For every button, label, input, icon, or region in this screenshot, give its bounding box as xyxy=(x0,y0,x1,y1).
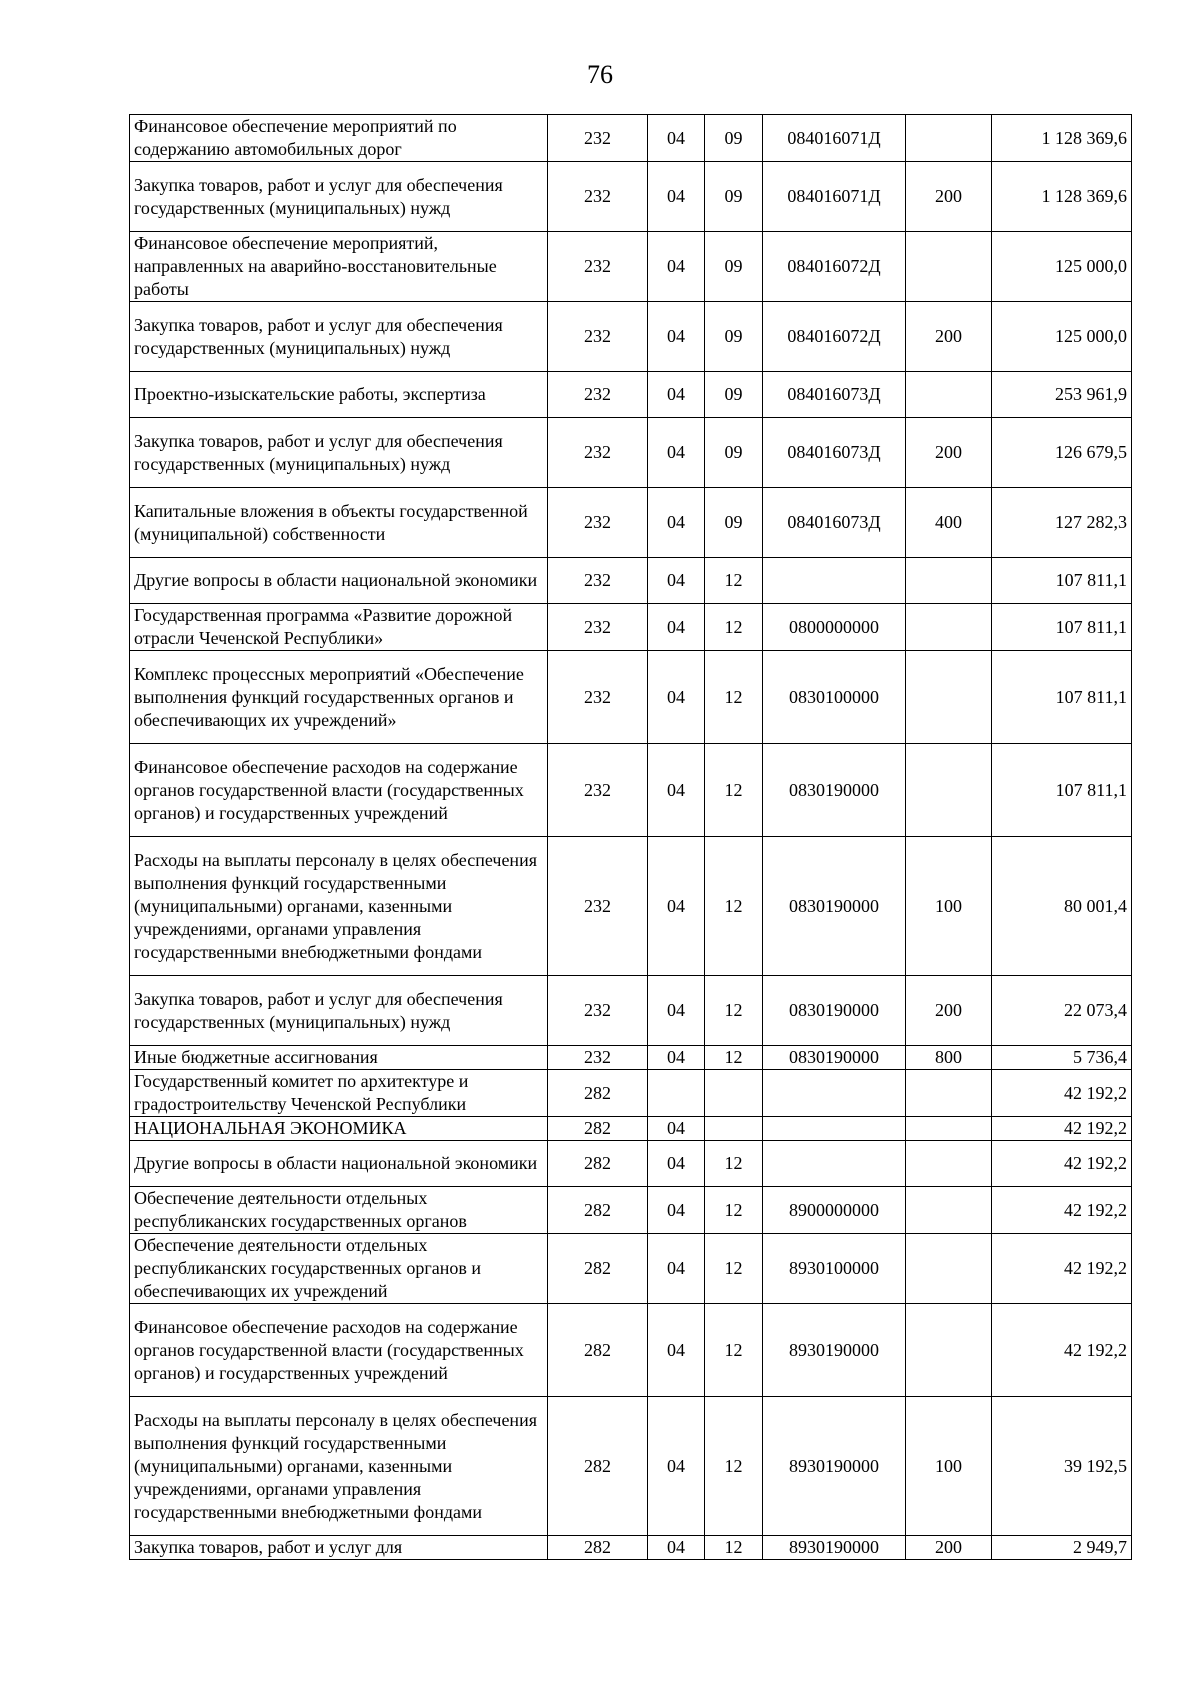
table-row xyxy=(130,1397,1132,1536)
table-row xyxy=(130,115,1132,162)
row-ved-code: 232 xyxy=(548,744,648,837)
row-section-code: 04 xyxy=(648,162,705,232)
row-expense-type-code: 100 xyxy=(906,837,992,976)
row-amount: 127 282,3 xyxy=(992,488,1132,558)
table-row xyxy=(130,744,1132,837)
row-section-code: 04 xyxy=(648,372,705,418)
row-name: Иные бюджетные ассигнования xyxy=(130,1046,548,1070)
row-section-code: 04 xyxy=(648,1187,705,1234)
row-section-code: 04 xyxy=(648,232,705,302)
row-amount: 42 192,2 xyxy=(992,1141,1132,1187)
row-ved-code: 232 xyxy=(548,372,648,418)
row-target-item-code: 084016073Д xyxy=(763,372,906,418)
table-row xyxy=(130,1117,1132,1141)
table-row xyxy=(130,488,1132,558)
row-expense-type-code: 200 xyxy=(906,976,992,1046)
table-row xyxy=(130,1141,1132,1187)
table-row xyxy=(130,418,1132,488)
row-amount: 1 128 369,6 xyxy=(992,115,1132,162)
row-subsection-code: 12 xyxy=(705,558,763,604)
row-subsection-code: 09 xyxy=(705,302,763,372)
row-target-item-code: 0800000000 xyxy=(763,604,906,651)
row-section-code: 04 xyxy=(648,115,705,162)
row-amount: 42 192,2 xyxy=(992,1117,1132,1141)
row-target-item-code xyxy=(763,558,906,604)
row-expense-type-code: 800 xyxy=(906,1046,992,1070)
row-section-code: 04 xyxy=(648,1536,705,1560)
row-ved-code: 232 xyxy=(548,604,648,651)
table-row xyxy=(130,162,1132,232)
row-ved-code: 282 xyxy=(548,1117,648,1141)
row-name: Закупка товаров, работ и услуг для обеспечения государственных (муниципальных) нужд xyxy=(130,976,548,1046)
row-section-code: 04 xyxy=(648,1046,705,1070)
row-name: Государственный комитет по архитектуре и градостроительству Чеченской Республики xyxy=(130,1070,548,1117)
row-section-code: 04 xyxy=(648,1117,705,1141)
row-ved-code: 232 xyxy=(548,651,648,744)
table-row xyxy=(130,1536,1132,1560)
row-amount: 42 192,2 xyxy=(992,1234,1132,1304)
row-amount: 42 192,2 xyxy=(992,1070,1132,1117)
row-name: Другие вопросы в области национальной экономики xyxy=(130,558,548,604)
row-section-code: 04 xyxy=(648,604,705,651)
row-name: Расходы на выплаты персоналу в целях обеспечения выполнения функций государственными (муниципальными) органами, казенными учреждениями, органами управления государственными внебюджетными фондами xyxy=(130,837,548,976)
row-amount: 126 679,5 xyxy=(992,418,1132,488)
row-subsection-code: 12 xyxy=(705,651,763,744)
row-ved-code: 232 xyxy=(548,232,648,302)
row-target-item-code: 084016071Д xyxy=(763,115,906,162)
row-section-code: 04 xyxy=(648,744,705,837)
row-section-code: 04 xyxy=(648,1234,705,1304)
row-name: Закупка товаров, работ и услуг для xyxy=(130,1536,548,1560)
row-section-code: 04 xyxy=(648,837,705,976)
table-row xyxy=(130,651,1132,744)
row-amount: 42 192,2 xyxy=(992,1304,1132,1397)
row-amount: 107 811,1 xyxy=(992,744,1132,837)
row-section-code: 04 xyxy=(648,651,705,744)
row-subsection-code: 09 xyxy=(705,488,763,558)
row-amount: 1 128 369,6 xyxy=(992,162,1132,232)
row-expense-type-code: 200 xyxy=(906,162,992,232)
row-target-item-code: 0830190000 xyxy=(763,744,906,837)
row-name: Капитальные вложения в объекты государственной (муниципальной) собственности xyxy=(130,488,548,558)
row-target-item-code: 084016072Д xyxy=(763,232,906,302)
row-name: Проектно-изыскательские работы, экспертиза xyxy=(130,372,548,418)
row-expense-type-code: 200 xyxy=(906,1536,992,1560)
table-body xyxy=(130,115,1132,1560)
row-subsection-code: 12 xyxy=(705,976,763,1046)
table-row xyxy=(130,232,1132,302)
row-expense-type-code xyxy=(906,1141,992,1187)
table-row xyxy=(130,1234,1132,1304)
row-ved-code: 282 xyxy=(548,1141,648,1187)
row-subsection-code: 12 xyxy=(705,1304,763,1397)
row-amount: 22 073,4 xyxy=(992,976,1132,1046)
row-ved-code: 232 xyxy=(548,558,648,604)
row-section-code: 04 xyxy=(648,418,705,488)
row-target-item-code: 0830100000 xyxy=(763,651,906,744)
row-subsection-code: 09 xyxy=(705,115,763,162)
row-name: Обеспечение деятельности отдельных республиканских государственных органов и обеспечивающих их учреждений xyxy=(130,1234,548,1304)
row-section-code: 04 xyxy=(648,1141,705,1187)
row-target-item-code: 0830190000 xyxy=(763,837,906,976)
row-subsection-code: 09 xyxy=(705,418,763,488)
row-expense-type-code: 400 xyxy=(906,488,992,558)
row-target-item-code: 084016072Д xyxy=(763,302,906,372)
row-target-item-code: 084016073Д xyxy=(763,488,906,558)
row-amount: 107 811,1 xyxy=(992,604,1132,651)
page-number: 76 xyxy=(587,60,613,89)
row-subsection-code: 12 xyxy=(705,1187,763,1234)
row-expense-type-code xyxy=(906,372,992,418)
table-row xyxy=(130,372,1132,418)
row-target-item-code: 8930190000 xyxy=(763,1304,906,1397)
row-expense-type-code xyxy=(906,744,992,837)
row-ved-code: 282 xyxy=(548,1070,648,1117)
table-row xyxy=(130,1070,1132,1117)
table-row xyxy=(130,837,1132,976)
row-target-item-code: 8930190000 xyxy=(763,1397,906,1536)
table-row xyxy=(130,1046,1132,1070)
row-expense-type-code xyxy=(906,651,992,744)
row-ved-code: 232 xyxy=(548,837,648,976)
row-expense-type-code xyxy=(906,558,992,604)
row-subsection-code: 12 xyxy=(705,1046,763,1070)
row-section-code: 04 xyxy=(648,488,705,558)
row-ved-code: 232 xyxy=(548,115,648,162)
row-subsection-code: 12 xyxy=(705,744,763,837)
row-expense-type-code xyxy=(906,1187,992,1234)
row-expense-type-code xyxy=(906,1304,992,1397)
row-amount: 2 949,7 xyxy=(992,1536,1132,1560)
row-ved-code: 282 xyxy=(548,1234,648,1304)
row-target-item-code: 0830190000 xyxy=(763,976,906,1046)
row-amount: 125 000,0 xyxy=(992,302,1132,372)
row-expense-type-code xyxy=(906,1070,992,1117)
row-subsection-code: 12 xyxy=(705,1536,763,1560)
row-expense-type-code xyxy=(906,115,992,162)
budget-table xyxy=(129,114,1132,1560)
table-row xyxy=(130,604,1132,651)
row-ved-code: 232 xyxy=(548,162,648,232)
row-subsection-code: 09 xyxy=(705,162,763,232)
row-name: Закупка товаров, работ и услуг для обеспечения государственных (муниципальных) нужд xyxy=(130,162,548,232)
row-amount: 42 192,2 xyxy=(992,1187,1132,1234)
row-section-code: 04 xyxy=(648,1397,705,1536)
row-name: Финансовое обеспечение расходов на содержание органов государственной власти (государственных органов) и государственных учреждений xyxy=(130,1304,548,1397)
row-ved-code: 232 xyxy=(548,1046,648,1070)
table-row xyxy=(130,1304,1132,1397)
row-amount: 39 192,5 xyxy=(992,1397,1132,1536)
row-ved-code: 232 xyxy=(548,418,648,488)
row-subsection-code xyxy=(705,1117,763,1141)
row-amount: 5 736,4 xyxy=(992,1046,1132,1070)
row-target-item-code xyxy=(763,1070,906,1117)
row-name: НАЦИОНАЛЬНАЯ ЭКОНОМИКА xyxy=(130,1117,548,1141)
row-expense-type-code: 100 xyxy=(906,1397,992,1536)
row-subsection-code: 12 xyxy=(705,1141,763,1187)
row-name: Комплекс процессных мероприятий «Обеспечение выполнения функций государственных органов и обеспечивающих их учреждений» xyxy=(130,651,548,744)
row-amount: 253 961,9 xyxy=(992,372,1132,418)
row-name: Расходы на выплаты персоналу в целях обеспечения выполнения функций государственными (муниципальными) органами, казенными учреждениями, органами управления государственными внебюджетными фондами xyxy=(130,1397,548,1536)
row-expense-type-code: 200 xyxy=(906,302,992,372)
row-subsection-code: 12 xyxy=(705,837,763,976)
row-subsection-code: 09 xyxy=(705,232,763,302)
row-target-item-code: 8900000000 xyxy=(763,1187,906,1234)
row-amount: 107 811,1 xyxy=(992,558,1132,604)
row-name: Обеспечение деятельности отдельных республиканских государственных органов xyxy=(130,1187,548,1234)
row-target-item-code xyxy=(763,1117,906,1141)
row-target-item-code xyxy=(763,1141,906,1187)
row-section-code: 04 xyxy=(648,558,705,604)
row-target-item-code: 084016071Д xyxy=(763,162,906,232)
row-name: Финансовое обеспечение расходов на содержание органов государственной власти (государственных органов) и государственных учреждений xyxy=(130,744,548,837)
row-amount: 80 001,4 xyxy=(992,837,1132,976)
row-subsection-code: 09 xyxy=(705,372,763,418)
table-row xyxy=(130,302,1132,372)
table-row xyxy=(130,558,1132,604)
row-target-item-code: 8930190000 xyxy=(763,1536,906,1560)
row-ved-code: 282 xyxy=(548,1397,648,1536)
row-name: Закупка товаров, работ и услуг для обеспечения государственных (муниципальных) нужд xyxy=(130,418,548,488)
row-name: Государственная программа «Развитие дорожной отрасли Чеченской Республики» xyxy=(130,604,548,651)
row-subsection-code: 12 xyxy=(705,604,763,651)
row-section-code: 04 xyxy=(648,976,705,1046)
row-ved-code: 232 xyxy=(548,488,648,558)
row-expense-type-code: 200 xyxy=(906,418,992,488)
row-amount: 125 000,0 xyxy=(992,232,1132,302)
row-ved-code: 282 xyxy=(548,1536,648,1560)
row-ved-code: 282 xyxy=(548,1304,648,1397)
row-subsection-code: 12 xyxy=(705,1397,763,1536)
row-expense-type-code xyxy=(906,232,992,302)
row-ved-code: 232 xyxy=(548,976,648,1046)
row-name: Другие вопросы в области национальной экономики xyxy=(130,1141,548,1187)
row-expense-type-code xyxy=(906,1117,992,1141)
table-row xyxy=(130,1187,1132,1234)
row-expense-type-code xyxy=(906,604,992,651)
row-expense-type-code xyxy=(906,1234,992,1304)
row-section-code xyxy=(648,1070,705,1117)
row-name: Финансовое обеспечение мероприятий по содержанию автомобильных дорог xyxy=(130,115,548,162)
row-name: Закупка товаров, работ и услуг для обеспечения государственных (муниципальных) нужд xyxy=(130,302,548,372)
row-target-item-code: 8930100000 xyxy=(763,1234,906,1304)
row-ved-code: 282 xyxy=(548,1187,648,1234)
row-target-item-code: 0830190000 xyxy=(763,1046,906,1070)
row-subsection-code: 12 xyxy=(705,1234,763,1304)
row-amount: 107 811,1 xyxy=(992,651,1132,744)
row-section-code: 04 xyxy=(648,302,705,372)
row-section-code: 04 xyxy=(648,1304,705,1397)
row-name: Финансовое обеспечение мероприятий, направленных на аварийно-восстановительные работы xyxy=(130,232,548,302)
row-target-item-code: 084016073Д xyxy=(763,418,906,488)
row-ved-code: 232 xyxy=(548,302,648,372)
table-row xyxy=(130,976,1132,1046)
row-subsection-code xyxy=(705,1070,763,1117)
